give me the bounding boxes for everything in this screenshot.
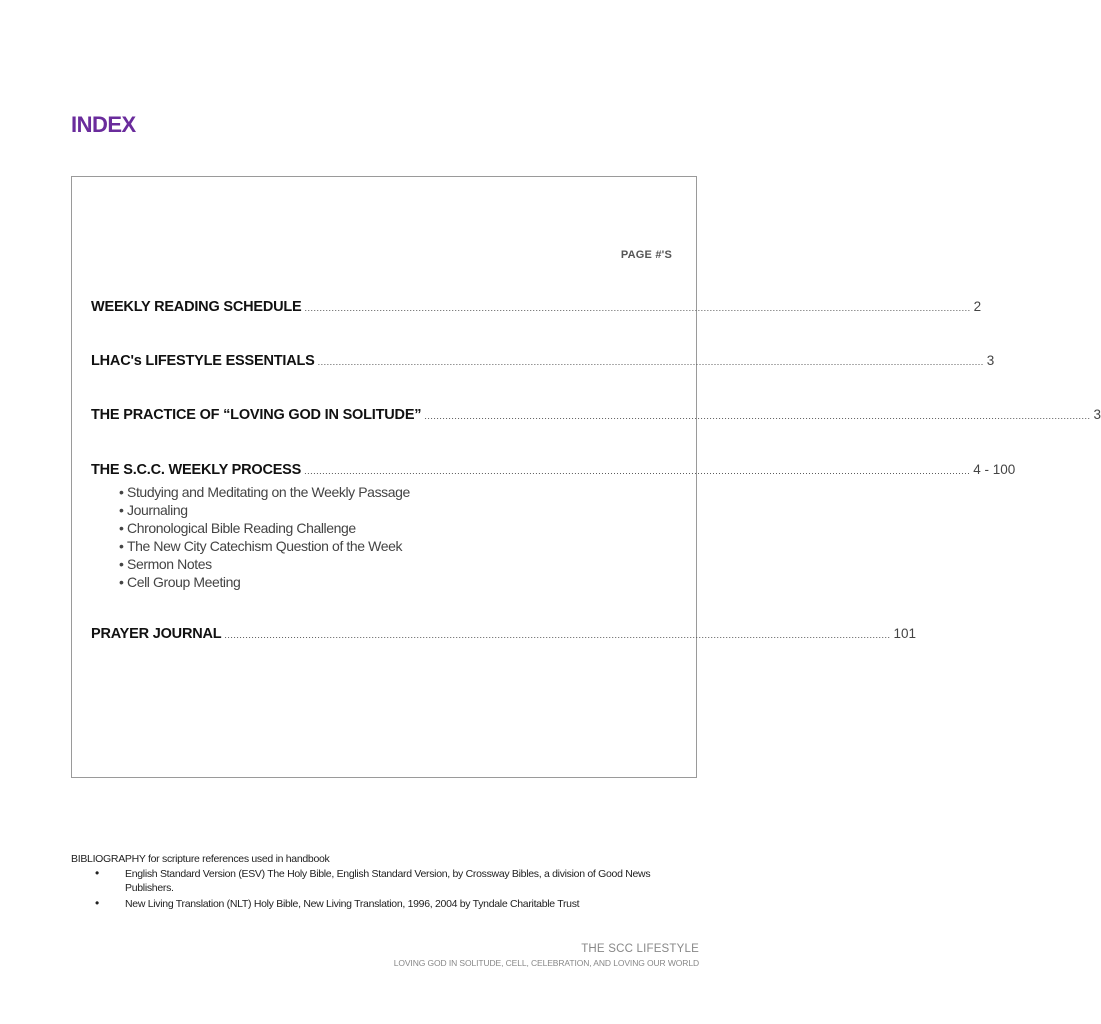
toc-entry-page: 2	[973, 299, 982, 314]
bullet-icon: •	[95, 896, 99, 910]
dot-leader: ..............................................................................................................................................................................................................................	[224, 630, 891, 640]
bullet-icon: •	[95, 866, 99, 880]
toc-entry-weekly-reading-schedule[interactable]	[91, 299, 982, 315]
bibliography-entry: English Standard Version (ESV) The Holy Bible, English Standard Version, by Crossway Bibles, a division of Good News Publishers.	[125, 868, 651, 894]
list-item	[95, 866, 701, 895]
weekly-process-sub-list	[119, 483, 410, 591]
toc-entry-prayer-journal[interactable]	[91, 626, 917, 642]
index-box	[71, 176, 1101, 778]
dot-leader: ..............................................................................................................................................................................................................................	[304, 466, 971, 476]
page-numbers-header: PAGE #'S	[620, 249, 672, 261]
toc-entry-lifestyle-essentials[interactable]	[91, 353, 995, 369]
dot-leader: ..............................................................................................................................................................................................................................	[424, 411, 1091, 421]
bibliography-entry: New Living Translation (NLT) Holy Bible, New Living Translation, 1996, 2004 by Tyndale Charitable Trust	[125, 898, 580, 910]
list-item	[95, 896, 701, 911]
toc-entry-page: 101	[893, 626, 917, 641]
toc-entry-scc-weekly-process[interactable]	[91, 462, 1016, 478]
bibliography-list	[71, 867, 701, 911]
list-item: • Cell Group Meeting	[119, 573, 410, 591]
list-item: • Studying and Meditating on the Weekly Passage	[119, 483, 410, 501]
list-item: • Journaling	[119, 501, 410, 519]
toc-entry-loving-god-in-solitude[interactable]	[91, 407, 1101, 423]
bibliography	[71, 853, 701, 913]
dot-leader: ..............................................................................................................................................................................................................................	[304, 303, 971, 313]
footer-title: THE SCC LIFESTYLE	[581, 943, 699, 955]
toc-entry-page: 3	[986, 353, 995, 368]
bibliography-heading: BIBLIOGRAPHY for scripture references used in handbook	[71, 853, 330, 865]
dot-leader: ..............................................................................................................................................................................................................................	[317, 357, 984, 367]
toc-entry-page: 4 - 100	[973, 462, 1016, 477]
list-item: • Chronological Bible Reading Challenge	[119, 519, 410, 537]
list-item: • Sermon Notes	[119, 555, 410, 573]
toc-entry-label: THE PRACTICE OF “LOVING GOD IN SOLITUDE”	[91, 407, 422, 423]
toc-entry-label: WEEKLY READING SCHEDULE	[91, 299, 302, 315]
toc-entry-label: PRAYER JOURNAL	[91, 626, 222, 642]
footer-subtitle: LOVING GOD IN SOLITUDE, CELL, CELEBRATION, AND LOVING OUR WORLD	[393, 958, 699, 968]
list-item: • The New City Catechism Question of the Week	[119, 537, 410, 555]
page-title: INDEX	[71, 112, 136, 137]
toc-entry-label: LHAC's LIFESTYLE ESSENTIALS	[91, 353, 315, 369]
toc-entry-label: THE S.C.C. WEEKLY PROCESS	[91, 462, 302, 478]
toc-entry-page: 3	[1093, 407, 1101, 422]
